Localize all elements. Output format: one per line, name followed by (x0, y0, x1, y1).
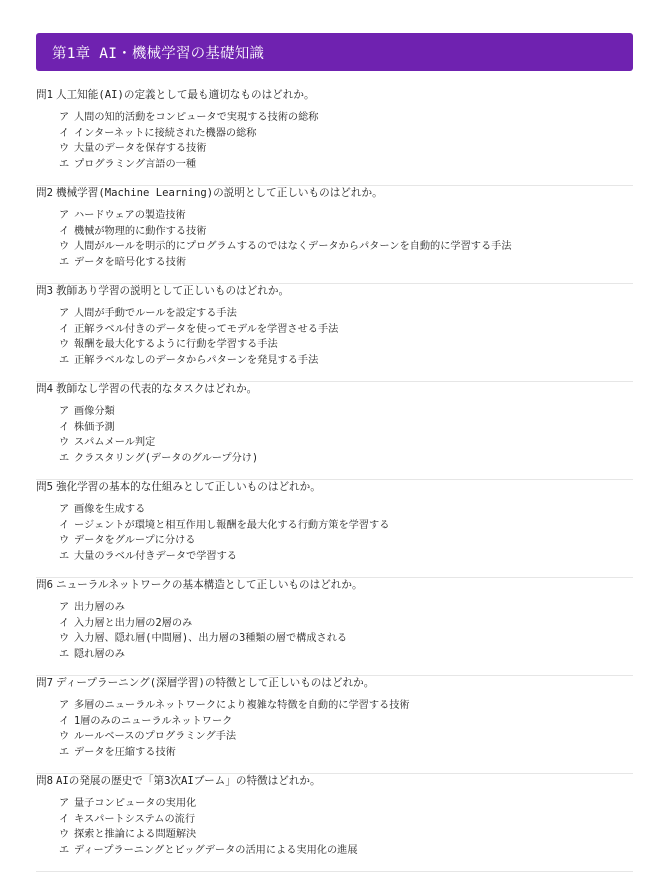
option-e (59, 255, 633, 271)
question-title (36, 284, 633, 298)
question-title (36, 382, 633, 396)
option-text: 入力層と出力層の2層のみ (74, 617, 193, 629)
option-e (59, 157, 633, 173)
option-a (59, 208, 633, 224)
option-e (59, 843, 633, 859)
question-text: 人工知能(AI)の定義として最も適切なものはどれか。 (55, 89, 315, 101)
option-text: インターネットに接続された機器の総称 (74, 127, 257, 139)
option-label: イ (59, 323, 70, 335)
option-a (59, 600, 633, 616)
option-a (59, 796, 633, 812)
question-number: 問6 (36, 579, 53, 591)
option-text: 報酬を最大化するように行動を学習する手法 (74, 339, 278, 351)
chapter-title: 第1章 AI・機械学習の基礎知識 (52, 45, 265, 62)
question-text: 強化学習の基本的な仕組みとして正しいものはどれか。 (55, 481, 321, 493)
option-text: 量子コンピュータの実用化 (74, 798, 197, 809)
option-text: ハードウェアの製造技術 (74, 210, 186, 221)
option-a (59, 502, 633, 518)
question-text: AIの発展の歴史で「第3次AIブーム」の特徴はどれか。 (55, 775, 321, 787)
question-number: 問7 (36, 677, 53, 689)
question-5 (36, 480, 633, 578)
option-a (59, 110, 633, 126)
question-number: 問3 (36, 285, 53, 297)
question-text: ニューラルネットワークの基本構造として正しいものはどれか。 (55, 579, 363, 591)
option-i (59, 812, 633, 828)
option-label: イ (59, 225, 70, 237)
question-number: 問1 (36, 89, 53, 101)
question-text: ディープラーニング(深層学習)の特徴として正しいものはどれか。 (55, 677, 375, 689)
option-u (59, 533, 633, 549)
option-label: エ (59, 648, 70, 660)
option-text: 隠れ層のみ (74, 648, 125, 660)
question-number: 問4 (36, 383, 53, 395)
option-label: ウ (59, 633, 70, 645)
option-label: ウ (59, 437, 70, 449)
option-text: 人間が手動でルールを設定する手法 (74, 308, 237, 319)
option-text: 画像分類 (74, 406, 115, 417)
option-text: データを圧縮する技術 (74, 746, 176, 758)
option-i (59, 616, 633, 632)
question-number: 問8 (36, 775, 53, 787)
question-1 (36, 88, 633, 186)
option-list (36, 600, 633, 662)
option-label: エ (59, 158, 70, 170)
option-text: 正解ラベル付きのデータを使ってモデルを学習させる手法 (74, 323, 339, 335)
option-u (59, 337, 633, 353)
question-title (36, 88, 633, 102)
question-3 (36, 284, 633, 382)
option-text: ディープラーニングとビッグデータの活用による実用化の進展 (74, 844, 358, 856)
option-text: 大量のデータを保存する技術 (74, 143, 207, 155)
option-label: ウ (59, 143, 70, 155)
option-i (59, 224, 633, 240)
question-title (36, 480, 633, 494)
option-text: ージェントが環境と相互作用し報酬を最大化する行動方策を学習する (74, 519, 390, 531)
option-label: ア (59, 504, 70, 515)
option-text: 出力層のみ (74, 602, 125, 613)
option-label: ア (59, 700, 70, 711)
option-text: 人間の知的活動をコンピュータで実現する技術の総称 (74, 112, 319, 123)
option-text: 探索と推論による問題解決 (74, 829, 197, 841)
option-text: 株価予測 (74, 421, 115, 433)
option-text: 正解ラベルなしのデータからパターンを発見する手法 (74, 354, 319, 366)
question-title (36, 774, 633, 788)
option-a (59, 306, 633, 322)
option-label: ウ (59, 535, 70, 547)
question-title (36, 186, 633, 200)
question-title (36, 676, 633, 690)
option-label: ウ (59, 829, 70, 841)
option-u (59, 827, 633, 843)
option-label: エ (59, 452, 70, 464)
option-text: 1層のみのニューラルネットワーク (74, 715, 233, 727)
option-u (59, 631, 633, 647)
option-label: ウ (59, 731, 70, 743)
option-u (59, 141, 633, 157)
option-e (59, 745, 633, 761)
option-i (59, 714, 633, 730)
option-list (36, 502, 633, 564)
option-text: 人間がルールを明示的にプログラムするのではなくデータからパターンを自動的に学習する手法 (74, 241, 512, 253)
option-e (59, 353, 633, 369)
option-i (59, 322, 633, 338)
option-a (59, 698, 633, 714)
option-label: ウ (59, 339, 70, 351)
option-u (59, 435, 633, 451)
option-u (59, 239, 633, 255)
option-text: 入力層、隠れ層(中間層)、出力層の3種類の層で構成される (74, 633, 348, 645)
option-label: ア (59, 798, 70, 809)
option-text: 多層のニューラルネットワークにより複雑な特徴を自動的に学習する技術 (74, 700, 410, 711)
option-label: エ (59, 550, 70, 562)
option-i (59, 126, 633, 142)
question-2 (36, 186, 633, 284)
option-text: クラスタリング(データのグループ分け) (74, 452, 259, 464)
option-label: ア (59, 406, 70, 417)
option-label: ア (59, 308, 70, 319)
question-text: 教師あり学習の説明として正しいものはどれか。 (55, 285, 290, 297)
question-text: 教師なし学習の代表的なタスクはどれか。 (55, 383, 258, 395)
option-label: イ (59, 127, 70, 139)
option-text: データを暗号化する技術 (74, 256, 187, 268)
question-list (36, 88, 633, 872)
option-label: イ (59, 421, 70, 433)
option-label: エ (59, 746, 70, 758)
option-label: ア (59, 210, 70, 221)
option-text: 機械が物理的に動作する技術 (74, 225, 207, 237)
option-list (36, 208, 633, 270)
option-label: ア (59, 112, 70, 123)
option-list (36, 404, 633, 466)
option-e (59, 451, 633, 467)
option-label: イ (59, 715, 70, 727)
option-text: スパムメール判定 (74, 437, 156, 449)
option-label: エ (59, 354, 70, 366)
option-e (59, 549, 633, 565)
option-i (59, 518, 633, 534)
option-list (36, 698, 633, 760)
option-text: キスパートシステムの流行 (74, 813, 196, 825)
question-text: 機械学習(Machine Learning)の説明として正しいものはどれか。 (55, 187, 383, 199)
option-text: プログラミング言語の一種 (74, 158, 197, 170)
option-list (36, 306, 633, 368)
chapter-header (36, 33, 633, 71)
option-list (36, 110, 633, 172)
question-number: 問2 (36, 187, 53, 199)
option-label: エ (59, 844, 70, 856)
option-text: データをグループに分ける (74, 535, 196, 547)
option-label: エ (59, 256, 70, 268)
question-title (36, 578, 633, 592)
option-label: イ (59, 617, 70, 629)
option-u (59, 729, 633, 745)
option-a (59, 404, 633, 420)
question-4 (36, 382, 633, 480)
option-label: ア (59, 602, 70, 613)
option-text: ルールベースのプログラミング手法 (74, 731, 237, 743)
question-8 (36, 774, 633, 872)
option-i (59, 420, 633, 436)
option-text: 画像を生成する (74, 504, 146, 515)
question-number: 問5 (36, 481, 53, 493)
option-label: ウ (59, 241, 70, 253)
option-text: 大量のラベル付きデータで学習する (74, 550, 237, 562)
option-list (36, 796, 633, 858)
option-label: イ (59, 519, 70, 531)
option-e (59, 647, 633, 663)
question-6 (36, 578, 633, 676)
option-label: イ (59, 813, 70, 825)
question-7 (36, 676, 633, 774)
